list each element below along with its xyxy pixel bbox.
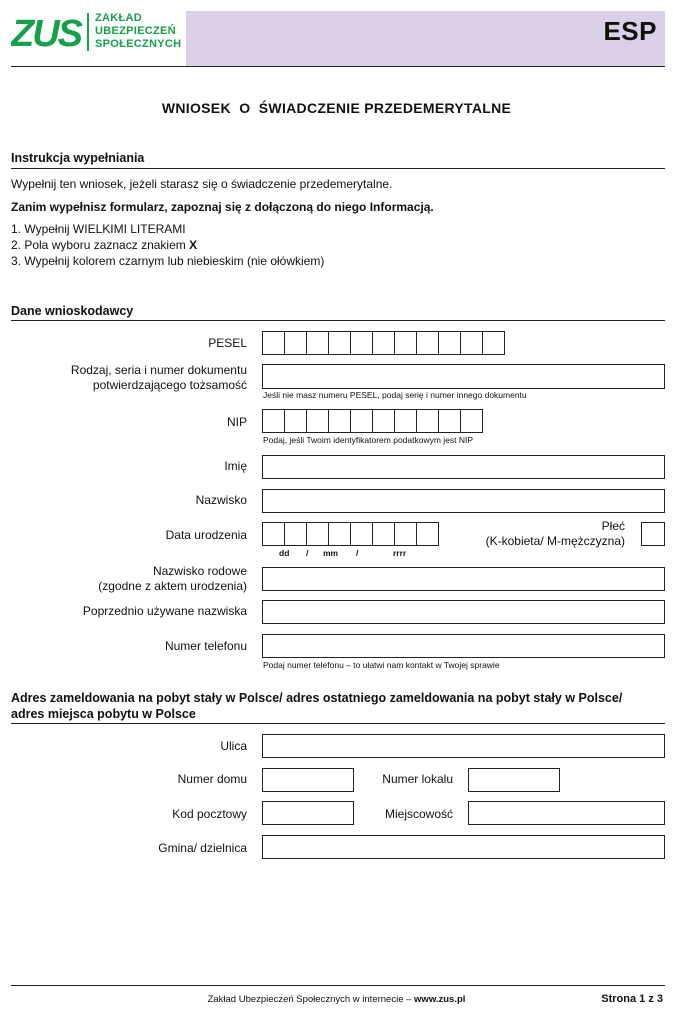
instructions-item-2 bbox=[11, 238, 197, 252]
city-label: Miejscowość bbox=[384, 807, 453, 821]
street-label: Ulica bbox=[220, 739, 247, 753]
phone-label: Numer telefonu bbox=[164, 639, 247, 653]
last-name-input[interactable] bbox=[262, 489, 665, 513]
first-name-label: Imię bbox=[224, 459, 247, 473]
nip-digit[interactable] bbox=[460, 409, 483, 433]
logo-line-2: UBEZPIECZEŃ bbox=[95, 25, 176, 37]
nip-digit[interactable] bbox=[350, 409, 373, 433]
applicant-rule bbox=[11, 320, 665, 321]
birth-date-input[interactable] bbox=[262, 522, 438, 546]
logo-name bbox=[95, 12, 181, 51]
district-input[interactable] bbox=[262, 835, 665, 859]
applicant-heading: Dane wnioskodawcy bbox=[11, 304, 134, 318]
footer-link[interactable]: www.zus.pl bbox=[414, 994, 466, 1005]
page-number: Strona 1 z 3 bbox=[601, 993, 663, 1005]
family-name-label-line-1: Nazwisko rodowe bbox=[152, 564, 247, 578]
date-hint-sep-2: / bbox=[356, 548, 359, 558]
postal-code-input[interactable] bbox=[262, 801, 354, 825]
instructions-rule bbox=[11, 168, 665, 169]
family-name-label bbox=[98, 564, 247, 594]
first-name-input[interactable] bbox=[262, 455, 665, 479]
pesel-digit[interactable] bbox=[284, 331, 307, 355]
zus-logo bbox=[11, 12, 83, 57]
date-hint-sep-1: / bbox=[306, 548, 309, 558]
document-input[interactable] bbox=[262, 364, 665, 389]
document-label bbox=[71, 363, 247, 393]
pesel-digit[interactable] bbox=[306, 331, 329, 355]
pesel-digit[interactable] bbox=[460, 331, 483, 355]
nip-digit[interactable] bbox=[306, 409, 329, 433]
birth-date-digit[interactable] bbox=[306, 522, 329, 546]
last-name-label: Nazwisko bbox=[195, 493, 247, 507]
date-hint-yyyy: rrrr bbox=[393, 548, 407, 558]
pesel-digit[interactable] bbox=[438, 331, 461, 355]
pesel-digit[interactable] bbox=[350, 331, 373, 355]
previous-names-input[interactable] bbox=[262, 600, 665, 624]
birth-date-digit[interactable] bbox=[262, 522, 285, 546]
zus-logo-text: ZUS bbox=[11, 13, 81, 52]
nip-label: NIP bbox=[226, 415, 247, 429]
phone-hint: Podaj numer telefonu – to ułatwi nam kontakt w Twojej sprawie bbox=[263, 660, 500, 670]
document-label-line-1: Rodzaj, seria i numer dokumentu bbox=[70, 363, 247, 377]
pesel-digit[interactable] bbox=[328, 331, 351, 355]
document-hint: Jeśli nie masz numeru PESEL, podaj serię i numer innego dokumentu bbox=[263, 390, 527, 400]
sex-label-hint: (K-kobieta/ M-mężczyzna) bbox=[485, 534, 625, 548]
birth-date-digit[interactable] bbox=[284, 522, 307, 546]
birth-date-digit[interactable] bbox=[328, 522, 351, 546]
birth-date-digit[interactable] bbox=[350, 522, 373, 546]
flat-number-label: Numer lokalu bbox=[382, 772, 453, 786]
pesel-digit[interactable] bbox=[482, 331, 505, 355]
nip-digit[interactable] bbox=[328, 409, 351, 433]
address-heading-line-2: adres miejsca pobytu w Polsce bbox=[11, 707, 196, 721]
instructions-heading: Instrukcja wypełniania bbox=[11, 151, 145, 165]
instructions-item-1: 1. Wypełnij WIELKIMI LITERAMI bbox=[11, 222, 186, 236]
logo-line-3: SPOŁECZNYCH bbox=[95, 38, 182, 50]
footer-prefix: Zakład Ubezpieczeń Społecznych w internecie – bbox=[207, 994, 415, 1005]
birth-date-digit[interactable] bbox=[372, 522, 395, 546]
page-title: WNIOSEK O ŚWIADCZENIE PRZEDEMERYTALNE bbox=[161, 100, 512, 116]
pesel-digit[interactable] bbox=[394, 331, 417, 355]
house-number-label: Numer domu bbox=[177, 772, 247, 786]
nip-digit[interactable] bbox=[284, 409, 307, 433]
header-rule bbox=[11, 66, 665, 67]
house-number-input[interactable] bbox=[262, 768, 354, 792]
birth-date-label: Data urodzenia bbox=[165, 528, 247, 542]
address-heading-line-1: Adres zameldowania na pobyt stały w Polsce/ adres ostatniego zameldowania na pobyt stały w Polsce/ bbox=[11, 691, 623, 705]
nip-digit[interactable] bbox=[262, 409, 285, 433]
zus-logo-mark bbox=[11, 12, 83, 52]
address-rule bbox=[11, 723, 665, 724]
footer-rule bbox=[11, 985, 665, 986]
previous-names-label: Poprzednio używane nazwiska bbox=[82, 604, 247, 618]
sex-label bbox=[486, 519, 625, 549]
family-name-input[interactable] bbox=[262, 567, 665, 591]
logo-line-1: ZAKŁAD bbox=[95, 12, 143, 24]
pesel-label: PESEL bbox=[208, 336, 247, 350]
sex-label-text: Płeć bbox=[601, 519, 625, 533]
sex-input[interactable] bbox=[641, 522, 665, 546]
instructions-item-2-text: 2. Pola wyboru zaznacz znakiem bbox=[11, 238, 190, 252]
family-name-label-line-2: (zgodne z aktem urodzenia) bbox=[98, 579, 247, 593]
pesel-input[interactable] bbox=[262, 331, 504, 355]
nip-digit[interactable] bbox=[438, 409, 461, 433]
birth-date-digit[interactable] bbox=[394, 522, 417, 546]
form-code: ESP bbox=[603, 16, 657, 46]
pesel-digit[interactable] bbox=[416, 331, 439, 355]
city-input[interactable] bbox=[468, 801, 665, 825]
flat-number-input[interactable] bbox=[468, 768, 560, 792]
nip-digit[interactable] bbox=[372, 409, 395, 433]
logo-divider bbox=[87, 13, 89, 51]
nip-digit[interactable] bbox=[394, 409, 417, 433]
document-label-line-2: potwierdzającego tożsamość bbox=[92, 378, 247, 392]
instructions-item-2-mark: X bbox=[189, 238, 198, 252]
phone-input[interactable] bbox=[262, 634, 665, 658]
pesel-digit[interactable] bbox=[372, 331, 395, 355]
date-hint-dd: dd bbox=[279, 548, 290, 558]
nip-digit[interactable] bbox=[416, 409, 439, 433]
date-hint-mm: mm bbox=[323, 548, 339, 558]
pesel-digit[interactable] bbox=[262, 331, 285, 355]
birth-date-digit[interactable] bbox=[416, 522, 439, 546]
instructions-item-3: 3. Wypełnij kolorem czarnym lub niebieskim (nie ołówkiem) bbox=[11, 254, 325, 268]
nip-input[interactable] bbox=[262, 409, 482, 433]
address-heading bbox=[11, 690, 622, 722]
postal-code-label: Kod pocztowy bbox=[172, 807, 247, 821]
instructions-line-2: Zanim wypełnisz formularz, zapoznaj się z dołączoną do niego Informacją. bbox=[11, 200, 434, 214]
district-label: Gmina/ dzielnica bbox=[158, 841, 247, 855]
instructions-line-1: Wypełnij ten wniosek, jeżeli starasz się o świadczenie przedemerytalne. bbox=[11, 177, 393, 191]
nip-hint: Podaj, jeśli Twoim identyfikatorem podatkowym jest NIP bbox=[263, 435, 474, 445]
header-band bbox=[186, 11, 665, 66]
footer-text bbox=[0, 994, 673, 1005]
street-input[interactable] bbox=[262, 734, 665, 758]
